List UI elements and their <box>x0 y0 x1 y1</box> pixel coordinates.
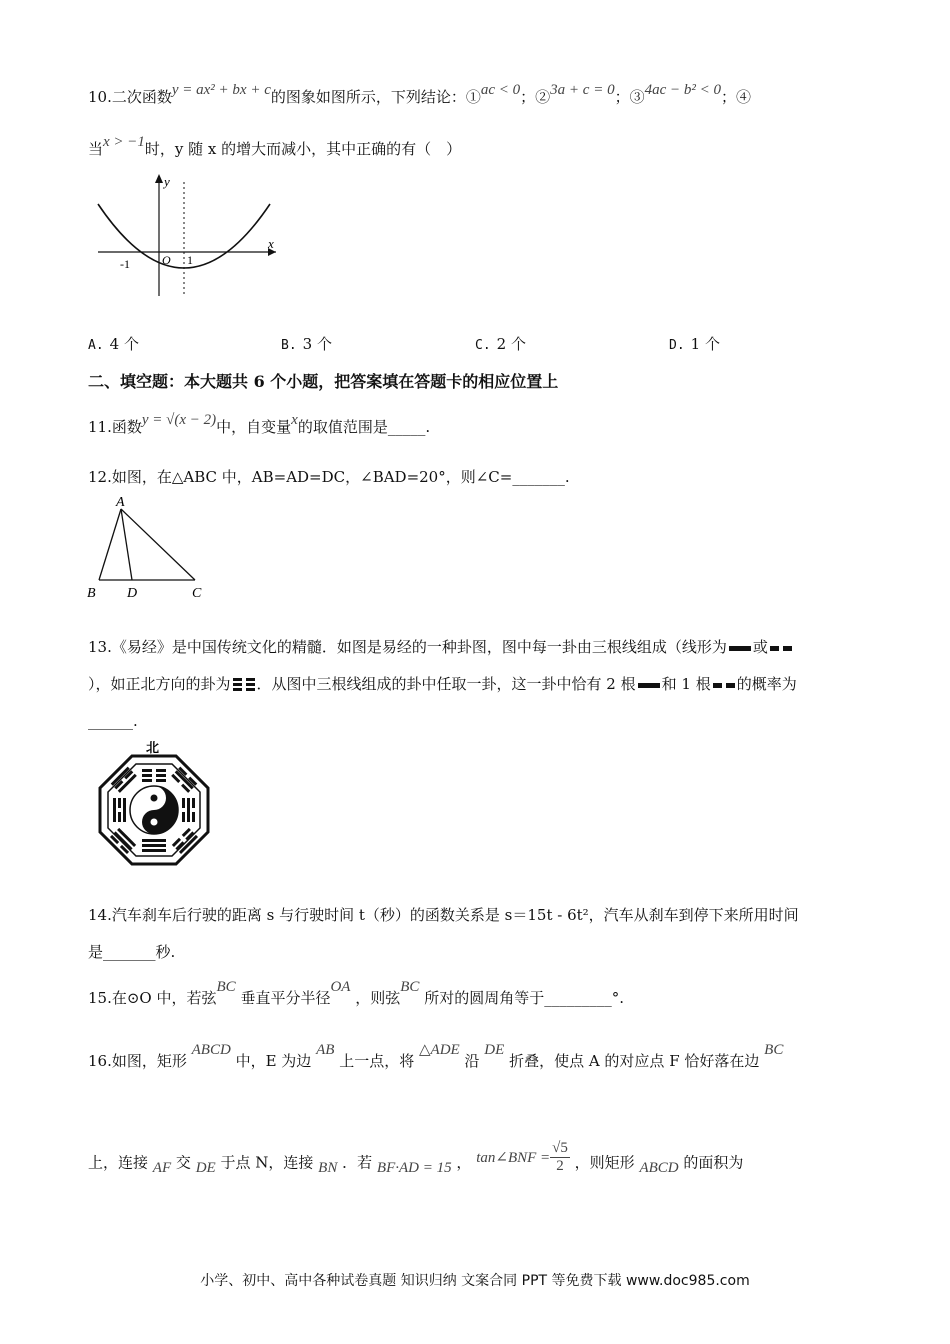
choice-d-value: 1 个 <box>690 335 720 353</box>
page-footer: 小学、初中、高中各种试卷真题 知识归纳 文案合同 PPT 等免费下载 www.doc985.com <box>200 1273 750 1289</box>
choice-a-key: A. <box>88 338 104 353</box>
side-ad <box>121 509 132 580</box>
side-ac <box>121 509 195 580</box>
q11-mid: 中，自变量 <box>216 418 292 436</box>
q16-p5: 折叠，使点 A 的对应点 F 恰好落在边 <box>509 1052 760 1070</box>
q10-mid: 的图象如图所示，下列结论：① <box>270 88 481 106</box>
choice-b-value: 3 个 <box>302 335 332 353</box>
q16-p2: 中，E 为边 <box>235 1052 312 1070</box>
q13-line2-b: ．从图中三根线组成的卦中任取一卦，这一卦中恰有 2 根 <box>256 675 636 693</box>
q13-line1-a: 13.《易经》是中国传统文化的精髓．如图是易经的一种卦图，图中每一卦由三根线组成（线形为 <box>88 638 727 656</box>
q16-fraction-den: 2 <box>556 1158 564 1174</box>
q16-rect-abcd: ABCD <box>191 1042 231 1058</box>
choice-b-key: B. <box>281 338 297 353</box>
q13-line3: ______. <box>88 712 138 730</box>
north-label: 北 <box>146 740 160 755</box>
yang-line-icon-2 <box>638 683 660 688</box>
q11-line <box>88 412 431 437</box>
q15-mid2: ，则弦 <box>355 989 401 1007</box>
q11-suffix: 的取值范围是_____. <box>297 418 431 436</box>
q10-prefix: 10.二次函数 <box>88 88 172 106</box>
trigram-north-icon <box>142 769 166 782</box>
q10-sep1: ；② <box>520 88 551 106</box>
q15-chord-bc-2: BC <box>400 979 420 995</box>
q16-rect-abcd-2: ABCD <box>639 1159 679 1176</box>
q12-triangle-figure <box>85 493 215 603</box>
q11-var: x <box>291 412 298 428</box>
q10-conclusion-1: ac < 0 <box>480 82 521 98</box>
q16-line2 <box>88 1140 744 1181</box>
q10-line1 <box>88 82 752 107</box>
choice-b[interactable] <box>281 333 332 354</box>
q13-line2 <box>88 673 797 694</box>
q15-mid: 垂直平分半径 <box>240 989 331 1007</box>
q11-func: y = √(x − 2) <box>141 412 217 428</box>
q16-condition: BF·AD = 15 <box>376 1159 452 1176</box>
q16-l2-b: 交 <box>175 1153 191 1172</box>
q13-line1 <box>88 636 794 657</box>
q16-l2-a: 上，连接 <box>88 1153 149 1172</box>
q16-line1 <box>88 1042 784 1071</box>
choice-a[interactable] <box>88 333 139 354</box>
origin-label: O <box>162 253 171 267</box>
q10-sep2: ；③ <box>614 88 645 106</box>
q11-prefix: 11.函数 <box>88 418 142 436</box>
label-a: A <box>116 495 125 510</box>
q14-line1: 14.汽车刹车后行驶的距离 s 与行驶时间 t（秒）的函数关系是 s＝15t - 6t²，汽车从刹车到停下来所用时间 <box>88 906 799 924</box>
q16-line-bn: BN <box>318 1159 338 1176</box>
q16-line-de-2: DE <box>195 1159 216 1176</box>
q16-l2-d: ．若 <box>342 1153 373 1172</box>
q10-line2 <box>88 134 462 159</box>
trigram-sw-icon <box>110 828 136 854</box>
y-axis-arrow <box>155 174 163 183</box>
yin-yang-icon <box>130 786 178 834</box>
q16-side-bc: BC <box>764 1042 784 1058</box>
neg1-label: -1 <box>120 257 130 271</box>
q16-l2-e: ， <box>456 1153 472 1172</box>
yin-line-icon-2 <box>713 683 735 688</box>
choice-a-value: 4 个 <box>109 335 139 353</box>
q10-parabola-graph <box>92 172 282 302</box>
q16-line-de: DE <box>484 1042 505 1058</box>
section-heading: 二、填空题：本大题共 6 个小题，把答案填在答题卡的相应位置上 <box>88 372 559 391</box>
q15-line <box>88 979 624 1008</box>
q16-p4: 沿 <box>464 1052 480 1070</box>
label-c: C <box>192 586 202 601</box>
q10-choices <box>88 333 888 355</box>
q16-l2-c: 于点 N，连接 <box>220 1153 314 1172</box>
choice-c-key: C. <box>475 338 491 353</box>
trigram-se-icon <box>172 828 198 854</box>
trigram-ne-icon <box>171 767 197 793</box>
x-label: x <box>268 236 274 251</box>
q10-sep3: ；④ <box>721 88 752 106</box>
q16-tan: tan∠BNF = <box>476 1149 551 1166</box>
q16-fraction-num: √5 <box>552 1140 568 1156</box>
q10-func: y = ax² + bx + c <box>171 82 271 98</box>
q10-condition: x > −1 <box>103 134 145 150</box>
q10-conclusion-3: 4ac − b² < 0 <box>644 82 721 98</box>
q13-line2-a: ），如正北方向的卦为 <box>88 675 231 693</box>
y-label: y <box>164 174 170 189</box>
q15-prefix: 15.在⊙O 中，若弦 <box>88 989 217 1007</box>
bagua-figure <box>84 738 224 878</box>
q16-p3: 上一点，将 <box>339 1052 415 1070</box>
q13-line2-c: 和 1 根 <box>661 675 711 693</box>
side-ab <box>99 509 121 580</box>
q13-line2-d: 的概率为 <box>736 675 797 693</box>
q16-fraction <box>550 1140 570 1175</box>
label-b: B <box>87 586 96 601</box>
q16-l2-f: ，则矩形 <box>574 1153 635 1172</box>
q10-line2-suffix: 时，y 随 x 的增大而减小，其中正确的有（ ） <box>144 140 462 158</box>
label-d: D <box>127 586 138 601</box>
choice-c[interactable] <box>475 333 526 354</box>
q16-l2-g: 的面积为 <box>683 1153 744 1172</box>
yin-line-icon <box>770 646 792 651</box>
q15-radius-oa: OA <box>330 979 351 995</box>
q10-conclusion-2: 3a + c = 0 <box>550 82 615 98</box>
q15-chord-bc: BC <box>216 979 236 995</box>
q13-line1-b: 或 <box>752 638 768 656</box>
pos1-label: 1 <box>187 253 193 267</box>
q16-triangle-ade: △ADE <box>419 1042 460 1058</box>
q15-suffix: 所对的圆周角等于_________°. <box>424 989 624 1007</box>
q16-side-ab: AB <box>316 1042 335 1058</box>
kun-trigram-icon <box>233 678 255 692</box>
q10-line2-prefix: 当 <box>88 140 104 158</box>
trigram-south-icon <box>142 839 166 852</box>
q16-p1: 16.如图，矩形 <box>88 1052 187 1070</box>
choice-d[interactable] <box>669 333 720 354</box>
choice-c-value: 2 个 <box>496 335 526 353</box>
trigram-nw-icon <box>111 767 137 793</box>
q12-line: 12.如图，在△ABC 中，AB=AD=DC，∠BAD=20°，则∠C=_______. <box>88 468 570 486</box>
choice-d-key: D. <box>669 338 685 353</box>
q16-line-af: AF <box>152 1159 172 1176</box>
trigram-west-icon <box>113 798 126 822</box>
yang-line-icon <box>729 646 751 651</box>
q14-line2: 是_______秒. <box>88 943 176 961</box>
trigram-east-icon <box>182 798 195 822</box>
